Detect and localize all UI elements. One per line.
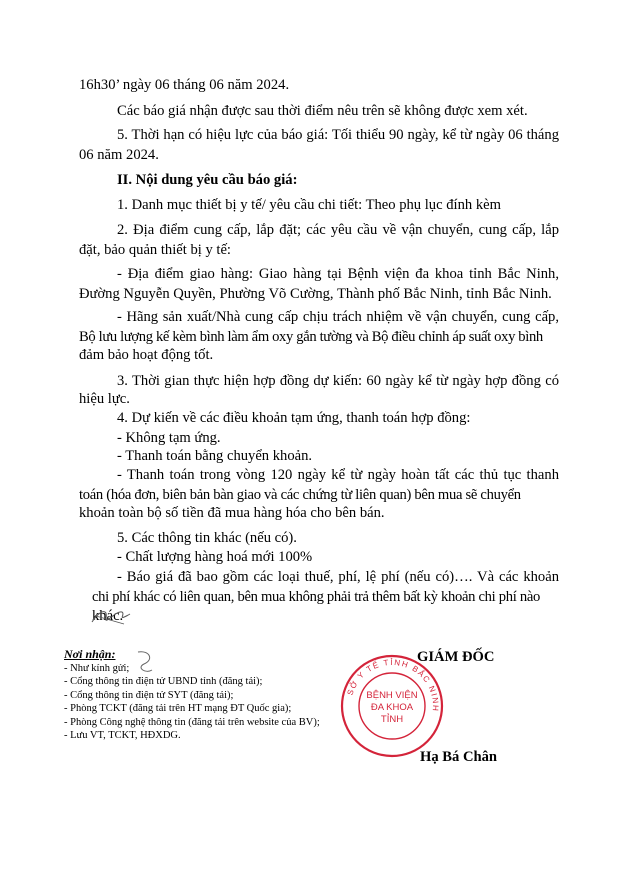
text-line: Bộ lưu lượng kế kèm bình làm ẩm oxy gắn tường và Bộ điều chỉnh áp suất oxy bình	[79, 329, 543, 345]
recipient-item: - Lưu VT, TCKT, HĐXDG.	[64, 730, 181, 741]
stamp-line-2: ĐA KHOA	[370, 702, 414, 713]
text-line: - Thanh toán trong vòng 120 ngày kể từ ngày hoàn tất các thủ tục thanh	[117, 467, 559, 483]
text-line: chi phí khác có liên quan, bên mua không phải trả thêm bất kỳ khoản chi phí nào	[92, 589, 541, 605]
section-heading: II. Nội dung yêu cầu báo giá:	[117, 172, 298, 188]
text-line: Đường Nguyễn Quyền, Phường Võ Cường, Thành phố Bắc Ninh, tỉnh Bắc Ninh.	[79, 286, 552, 302]
text-line: đặt, bảo quản thiết bị y tế:	[79, 242, 231, 258]
text-line: 2. Địa điểm cung cấp, lắp đặt; các yêu cầu về vận chuyển, cung cấp, lắp	[117, 222, 559, 238]
text-line: 3. Thời gian thực hiện hợp đồng dự kiến: 60 ngày kể từ ngày hợp đồng có	[117, 373, 559, 389]
text-line: 4. Dự kiến về các điều khoản tạm ứng, thanh toán hợp đồng:	[117, 410, 471, 426]
text-line: 5. Thời hạn có hiệu lực của báo giá: Tối thiểu 90 ngày, kể từ ngày 06 tháng	[117, 127, 559, 143]
text-line: - Địa điểm giao hàng: Giao hàng tại Bệnh viện đa khoa tỉnh Bắc Ninh,	[117, 266, 559, 282]
text-line: - Thanh toán bằng chuyển khoản.	[117, 448, 313, 464]
hospital-stamp	[338, 652, 446, 760]
recipients-list	[64, 648, 320, 743]
recipient-item: - Phòng Công nghệ thông tin (đăng tải trên website của BV);	[64, 716, 320, 728]
text-line: 16h30’ ngày 06 tháng 06 năm 2024.	[79, 77, 290, 93]
text-line: toán (hóa đơn, biên bản bàn giao và các chứng từ liên quan) bên mua sẽ chuyển	[79, 487, 521, 503]
text-line: đảm bảo hoạt động tốt.	[79, 347, 214, 363]
text-line: khoản toàn bộ số tiền đã mua hàng hóa cho bên bán.	[79, 505, 385, 521]
text-line: - Hãng sản xuất/Nhà cung cấp chịu trách nhiệm về vận chuyển, cung cấp,	[117, 309, 559, 325]
signer-name: Hạ Bá Chân	[420, 749, 498, 765]
recipient-item: - Phòng TCKT (đăng tải trên HT mạng ĐT Quốc gia);	[64, 703, 292, 714]
initial-signature-icon	[86, 600, 136, 630]
recipient-item: - Cổng thông tin điện tử UBND tỉnh (đăng tải);	[64, 676, 263, 687]
recipient-item: - Cổng thông tin điện tử SYT (đăng tải);	[64, 689, 234, 701]
text-line: 1. Danh mục thiết bị y tế/ yêu cầu chi tiết: Theo phụ lục đính kèm	[117, 197, 501, 213]
text-line: 5. Các thông tin khác (nếu có).	[117, 530, 297, 546]
text-line: Các báo giá nhận được sau thời điểm nêu trên sẽ không được xem xét.	[117, 103, 528, 119]
text-line: - Không tạm ứng.	[117, 430, 221, 446]
stamp-ring-text: SỞ Y TẾ TỈNH BẮC NINH	[345, 657, 441, 713]
text-line: - Báo giá đã bao gồm các loại thuế, phí, lệ phí (nếu có)…. Và các khoản	[117, 569, 559, 585]
signer-title: GIÁM ĐỐC	[417, 649, 495, 665]
text-line: - Chất lượng hàng hoá mới 100%	[117, 549, 313, 565]
recipients-header: Nơi nhận:	[64, 647, 116, 661]
text-line: 06 năm 2024.	[79, 147, 159, 163]
stamp-line-3: TỈNH	[380, 714, 404, 725]
text-line: hiệu lực.	[79, 391, 130, 407]
text-line: khác.	[92, 608, 124, 624]
stamp-line-1: BỆNH VIỆN	[366, 690, 418, 701]
recipient-item: - Như kính gửi;	[64, 662, 130, 674]
